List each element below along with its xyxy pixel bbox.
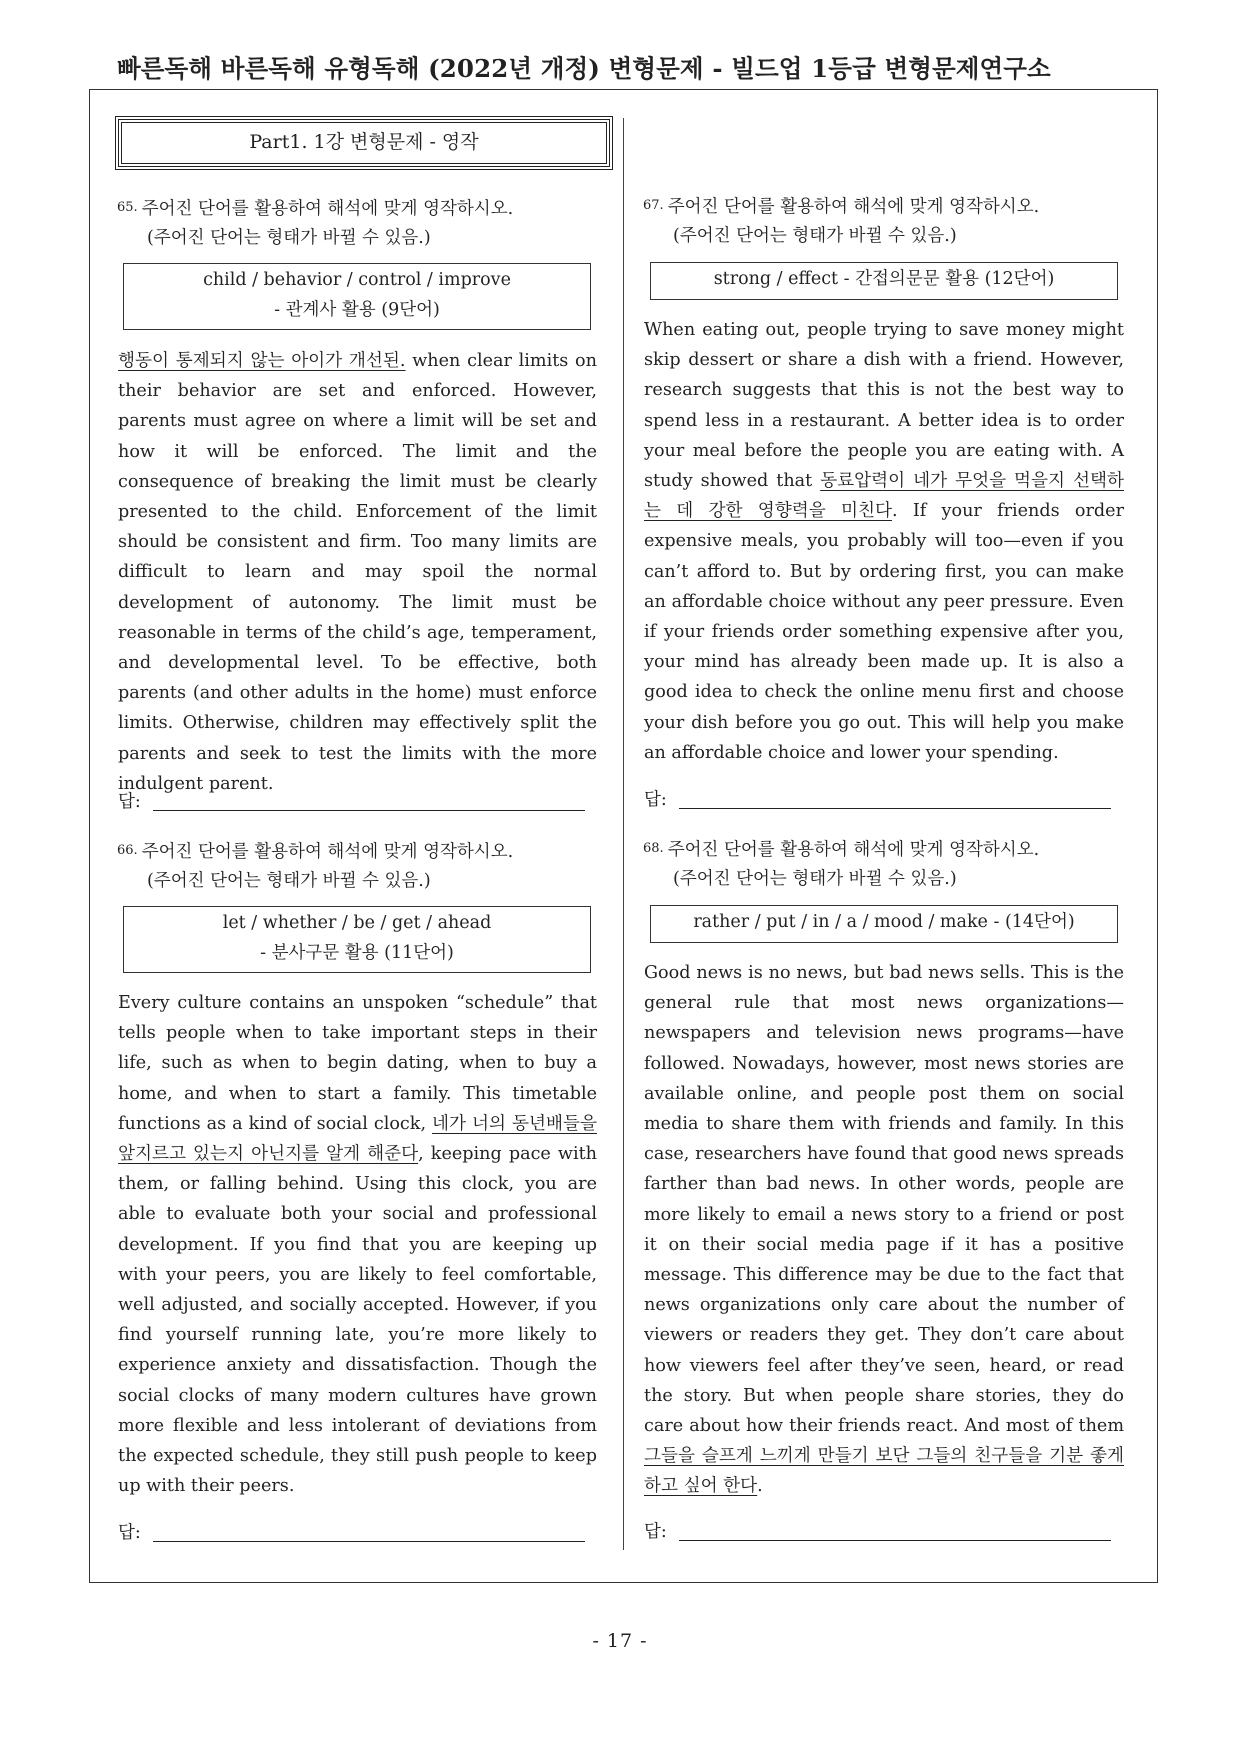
part-title: Part1. 1강 변형문제 - 영작 — [118, 119, 610, 167]
answer-label: 답: — [644, 790, 667, 810]
question-note: (주어진 단어는 형태가 바뀔 수 있음.) — [673, 226, 957, 246]
question-65-header — [117, 193, 597, 253]
question-67-hint-box — [650, 262, 1118, 300]
answer-line[interactable] — [153, 1525, 585, 1542]
answer-label: 답: — [118, 792, 141, 812]
question-65-answer — [118, 788, 585, 813]
question-number: 67. — [643, 198, 664, 213]
question-67-header — [643, 191, 1123, 251]
hint-condition: - 관계사 활용 (9단어) — [274, 300, 440, 320]
page-number: - 17 - — [592, 1630, 648, 1652]
question-66-passage: Every culture contains an unspoken “schedule” that tells people when to take important steps in their life, such as when to begin dating, when to buy a home, and when to start a family. This timetable functions as a kind of social clock, 네가 너의 동년배들을 앞지르고 있는지 아닌지를 알게 해준다, keeping pace with them, or falling behind. Using this clock, you are able to evaluate both your social and professional development. If you find that you are keeping up with your peers, you are likely to feel comfortable, well adjusted, and socially accepted. However, if you find yourself running late, you’re more likely to experience anxiety and dissatisfaction. Though the social clocks of many modern cultures have grown more flexible and less intolerant of deviations from the expected schedule, they still push people to keep up with their peers. — [118, 993, 597, 1497]
hint-words: let / whether / be / get / ahead — [222, 913, 492, 933]
question-instruction: 주어진 단어를 활용하여 해석에 맞게 영작하시오. — [667, 197, 1040, 217]
question-note: (주어진 단어는 형태가 바뀔 수 있음.) — [147, 228, 431, 248]
question-65-hint-box — [123, 263, 591, 330]
hint-condition: - 분사구문 활용 (11단어) — [260, 943, 454, 963]
hint-words: strong / effect - 간접의문문 활용 (12단어) — [713, 269, 1055, 289]
page-header: 빠른독해 바른독해 유형독해 (2022년 개정) 변형문제 - 빌드업 1등급 변형문제연구소 — [117, 54, 1051, 83]
answer-line[interactable] — [153, 794, 585, 811]
question-number: 65. — [117, 200, 138, 215]
hint-words: child / behavior / control / improve — [203, 270, 511, 290]
question-66-answer — [118, 1519, 585, 1544]
question-instruction: 주어진 단어를 활용하여 해석에 맞게 영작하시오. — [667, 840, 1040, 860]
question-68-answer — [644, 1518, 1111, 1543]
question-67-passage: When eating out, people trying to save money might skip dessert or share a dish with a friend. However, research suggests that this is not the best way to spend less in a restaurant. A better idea is to order your meal before the people you are eating with. A study showed that 동료압력이 네가 무엇을 먹을지 선택하는 데 강한 영향력을 미친다. If your friends order expensive meals, you probably will too—even if you can’t afford to. But by ordering first, you can make an affordable choice without any peer pressure. Even if your friends order something expensive after you, your mind has already been made up. It is also a good idea to check the online menu first and choose your dish before you go out. This will help you make an affordable choice and lower your spending. — [644, 320, 1125, 763]
answer-label: 답: — [118, 1523, 141, 1543]
question-65-passage: 행동이 통제되지 않는 아이가 개선된. when clear limits on their behavior are set and enforced. However, parents must agree on where a limit will be set and how it will be enforced. The limit and the consequence of breaking the limit must be clearly presented to the child. Enforcement of the limit should be consistent and firm. Too many limits are difficult to learn and may spoil the normal development of autonomy. The limit must be reasonable in terms of the child’s age, temperament, and developmental level. To be effective, both parents (and other adults in the home) must enforce limits. Otherwise, children may effectively split the parents and seek to test the limits with the more indulgent parent. — [118, 351, 597, 794]
answer-line[interactable] — [679, 792, 1111, 809]
question-66-hint-box — [123, 906, 591, 973]
question-68-header — [643, 834, 1123, 894]
hint-words: rather / put / in / a / mood / make - (14단어) — [693, 912, 1075, 932]
question-66-header — [117, 836, 597, 896]
question-68-hint-box — [650, 905, 1118, 943]
question-instruction: 주어진 단어를 활용하여 해석에 맞게 영작하시오. — [141, 842, 514, 862]
underlined-korean: 그들을 슬프게 느끼게 만들기 보단 그들의 친구들을 기분 좋게 하고 싶어 한다 — [644, 1446, 1124, 1497]
question-instruction: 주어진 단어를 활용하여 해석에 맞게 영작하시오. — [141, 199, 514, 219]
question-68-passage: Good news is no news, but bad news sells. This is the general rule that most news organizations—newspapers and television news programs—have followed. Nowadays, however, most news stories are available online, and people post them on social media to share them with friends and family. In this case, researchers have found that good news spreads farther than bad news. In other words, people are more likely to email a news story to a friend or post it on their social media page if it has a positive message. This difference may be due to the fact that news organizations only care about the number of viewers or readers they get. They don’t care about how viewers feel after they’ve seen, heard, or read the story. But when people share stories, they do care about how their friends react. And most of them 그들을 슬프게 느끼게 만들기 보단 그들의 친구들을 기분 좋게 하고 싶어 한다. — [644, 963, 1124, 1497]
question-number: 66. — [117, 843, 138, 858]
answer-label: 답: — [644, 1522, 667, 1542]
question-67-answer — [644, 786, 1111, 811]
column-divider — [623, 118, 624, 1550]
question-note: (주어진 단어는 형태가 바뀔 수 있음.) — [673, 869, 957, 889]
underlined-korean: 동료압력이 네가 무엇을 먹을지 선택하는 데 강한 영향력을 미친다 — [644, 471, 1124, 522]
underlined-korean: 행동이 통제되지 않는 아이가 개선된. — [118, 351, 406, 371]
underlined-korean: 네가 너의 동년배들을 앞지르고 있는지 아닌지를 알게 해준다 — [118, 1113, 597, 1165]
question-number: 68. — [643, 841, 664, 856]
answer-line[interactable] — [679, 1524, 1111, 1541]
question-note: (주어진 단어는 형태가 바뀔 수 있음.) — [147, 871, 431, 891]
